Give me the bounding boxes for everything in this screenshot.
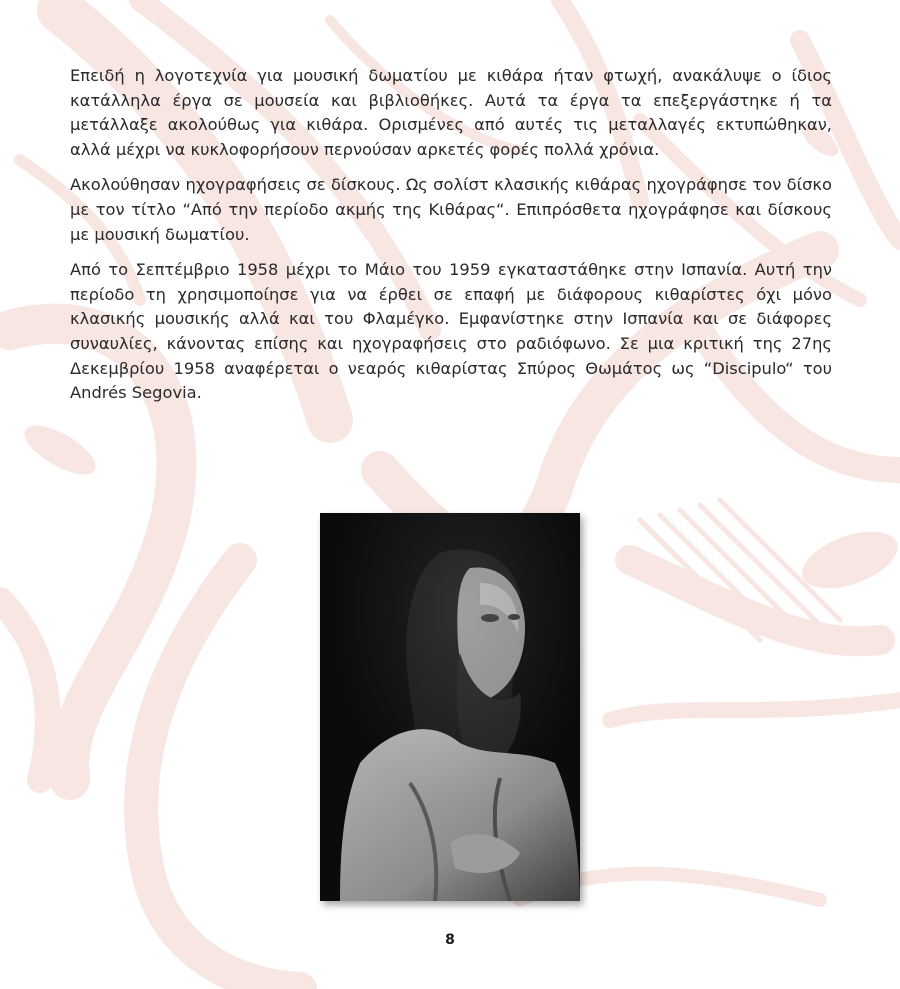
page-number: 8: [445, 932, 455, 948]
paragraph-3: Από το Σεπτέμβριο 1958 μέχρι το Μάιο του 1959 εγκαταστάθηκε στην Ισπανία. Αυτή την περίοδο τη χρησιμοποίησε για να έρθει σε επαφή με διάφορους κιθαρίστες όχι μόνο κλασικής μουσικής αλλά και του Φλαμέγκο. Εμφανίστηκε στην Ισπανία και σε διάφορες συναυλίες, κάνοντας επίσης και ηχογραφήσεις στο ραδιόφωνο. Σε μια κριτική της 27ης Δεκεμβρίου 1958 αναφέρεται ο νεαρός κιθαρίστας Σπύρος Θωμάτος ως “Discipulo“ του Andrés Segovia.: [70, 260, 832, 403]
paragraph-2: Ακολούθησαν ηχογραφήσεις σε δίσκους. Ως σολίστ κλασικής κιθάρας ηχογράφησε τον δίσκο με τον τίτλο “Από την περίοδο ακμής της Κιθάρας“. Επιπρόσθετα ηχογράφησε και δίσκους με μουσική δωματίου.: [70, 175, 832, 244]
paragraph-1: Επειδή η λογοτεχνία για μουσική δωματίου με κιθάρα ήταν φτωχή, ανακάλυψε ο ίδιος κατάλληλα έργα σε μουσεία και βιβλιοθήκες. Αυτά τα έργα τα επεξεργάστηκε ή τα μετάλλαξε ακολούθως για κιθάρα. Ορισμένες από αυτές τις μεταλλαγές εκτυπώθηκαν, αλλά μέχρι να κυκλοφορήσουν περνούσαν αρκετές φορές πολλά χρόνια.: [70, 66, 832, 159]
portrait-photo: [320, 513, 580, 901]
body-text: [70, 64, 832, 417]
portrait-photo-icon: [320, 513, 580, 901]
